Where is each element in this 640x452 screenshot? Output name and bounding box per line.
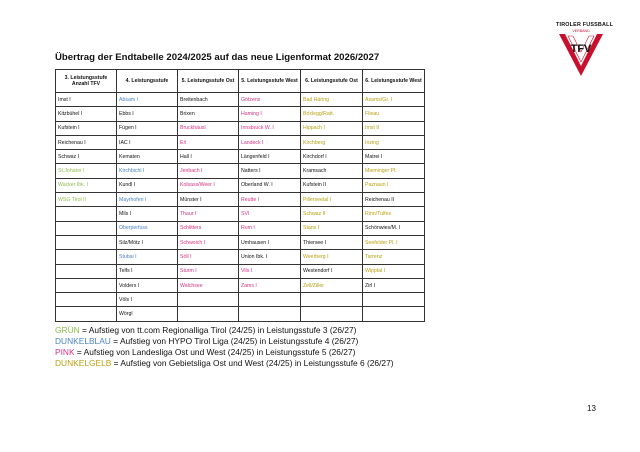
- page-number: 13: [587, 404, 596, 413]
- logo-subtitle: VERBAND: [572, 29, 590, 33]
- team-cell: Weerberg I: [301, 250, 363, 264]
- team-cell: Schwaz II: [301, 207, 363, 221]
- team-cell: Breitenbach: [178, 93, 239, 107]
- team-cell: [56, 221, 117, 235]
- team-cell: Stans I: [301, 221, 363, 235]
- team-cell: Seefelder Pl. I: [363, 235, 425, 249]
- team-cell: Paznaun I: [363, 178, 425, 192]
- team-cell: Zirl I: [363, 278, 425, 292]
- team-cell: Völs I: [117, 293, 178, 307]
- team-cell: Reichenau I: [56, 135, 117, 149]
- team-cell: Kufstein II: [301, 178, 363, 192]
- team-cell: Schlitters: [178, 221, 239, 235]
- team-cell: Zams I: [239, 278, 301, 292]
- legend-color-key: PINK: [55, 347, 75, 357]
- team-cell: Union Ibk. I: [239, 250, 301, 264]
- logo-badge: TFV: [570, 43, 592, 55]
- team-cell: Vils I: [239, 264, 301, 278]
- team-cell: Reichenau II: [363, 193, 425, 207]
- team-cell: Hippach I: [301, 121, 363, 135]
- team-cell: St.Johann I: [56, 164, 117, 178]
- team-cell: Oberland W. I: [239, 178, 301, 192]
- team-cell: Erl: [178, 135, 239, 149]
- team-cell: [56, 278, 117, 292]
- team-cell: Brixlegg/Ratt.: [301, 107, 363, 121]
- legend-item: [55, 347, 394, 358]
- team-cell: [301, 293, 363, 307]
- team-cell: Kufstein I: [56, 121, 117, 135]
- team-cell: Inzing: [363, 135, 425, 149]
- legend-item: [55, 325, 394, 336]
- table-row: [56, 93, 425, 107]
- team-cell: Thaur I: [178, 207, 239, 221]
- team-cell: [301, 307, 363, 321]
- team-cell: Jenbach I: [178, 164, 239, 178]
- team-cell: [239, 293, 301, 307]
- team-cell: Axams/Gr. I: [363, 93, 425, 107]
- table-row: [56, 250, 425, 264]
- team-cell: Kolsass/Weer I: [178, 178, 239, 192]
- column-header: 6. Leistungsstufe Ost: [301, 70, 363, 93]
- table-row: [56, 293, 425, 307]
- team-cell: Haming I: [239, 107, 301, 121]
- team-cell: Sturm I: [178, 264, 239, 278]
- team-cell: Bruckhäusl: [178, 121, 239, 135]
- legend-item: [55, 336, 394, 347]
- team-cell: [178, 307, 239, 321]
- team-cell: Kirchdorf I: [301, 150, 363, 164]
- team-cell: Innsbruck W. I: [239, 121, 301, 135]
- team-cell: [56, 250, 117, 264]
- team-cell: IAC I: [117, 135, 178, 149]
- table-row: [56, 221, 425, 235]
- team-cell: Rum I: [239, 221, 301, 235]
- team-cell: WSG Tirol II: [56, 193, 117, 207]
- team-cell: Schönwies/M. I: [363, 221, 425, 235]
- team-cell: [56, 207, 117, 221]
- table-row: [56, 278, 425, 292]
- team-cell: [56, 264, 117, 278]
- league-table: [55, 69, 425, 322]
- team-cell: Wacker Ibk. I: [56, 178, 117, 192]
- page-title: Übertrag der Endtabelle 2024/2025 auf das neue Ligenformat 2026/2027: [55, 52, 380, 63]
- team-cell: Götzens: [239, 93, 301, 107]
- team-cell: Westendorf I: [301, 264, 363, 278]
- team-cell: Zell/Ziller: [301, 278, 363, 292]
- team-cell: Flieau: [363, 107, 425, 121]
- team-cell: [56, 307, 117, 321]
- eagle-emblem-icon: [556, 32, 606, 82]
- legend-description: = Aufstieg von HYPO Tirol Liga (24/25) in Leistungsstufe 4 (26/27): [110, 336, 359, 346]
- team-cell: Münster I: [178, 193, 239, 207]
- table-row: [56, 207, 425, 221]
- team-cell: Wipptal I: [363, 264, 425, 278]
- team-cell: Stubai I: [117, 250, 178, 264]
- legend-item: [55, 358, 394, 369]
- team-cell: Ebbs I: [117, 107, 178, 121]
- team-cell: Volders I: [117, 278, 178, 292]
- team-cell: Imst II: [363, 121, 425, 135]
- team-cell: Kirchberg: [301, 135, 363, 149]
- column-header: 3. Leistungsstufe Anzahl TFV: [56, 70, 117, 93]
- team-cell: Längenfeld I: [239, 150, 301, 164]
- team-cell: [363, 293, 425, 307]
- team-cell: [56, 235, 117, 249]
- table-row: [56, 307, 425, 321]
- table-header-row: [56, 70, 425, 93]
- team-cell: [178, 293, 239, 307]
- team-cell: Kitzbühel I: [56, 107, 117, 121]
- team-cell: Mayrhofen I: [117, 193, 178, 207]
- team-cell: Umhausen I: [239, 235, 301, 249]
- legend-color-key: DUNKELBLAU: [55, 336, 111, 346]
- legend-color-key: GRÜN: [55, 325, 80, 335]
- table-row: [56, 107, 425, 121]
- table-row: [56, 121, 425, 135]
- team-cell: Bad Häring: [301, 93, 363, 107]
- logo-title: TIROLER FUSSBALL: [556, 22, 614, 28]
- legend-description: = Aufstieg von tt.com Regionalliga Tirol (24/25) in Leistungsstufe 3 (26/27): [79, 325, 357, 335]
- team-cell: Kramsach: [301, 164, 363, 178]
- team-cell: Pillerseetal I: [301, 193, 363, 207]
- team-cell: Kirchbichl I: [117, 164, 178, 178]
- team-cell: SVI: [239, 207, 301, 221]
- tfv-logo: [556, 22, 614, 82]
- team-cell: Wörgl: [117, 307, 178, 321]
- team-cell: Kundl I: [117, 178, 178, 192]
- legend-color-key: DUNKELGELB: [55, 358, 112, 368]
- team-cell: [56, 293, 117, 307]
- team-cell: Natters I: [239, 164, 301, 178]
- table-row: [56, 150, 425, 164]
- table-row: [56, 164, 425, 178]
- team-cell: Rinn/Tulfes: [363, 207, 425, 221]
- team-cell: [239, 307, 301, 321]
- team-cell: Walchsee: [178, 278, 239, 292]
- column-header: 5. Leistungsstufe Ost: [178, 70, 239, 93]
- team-cell: Fügen I: [117, 121, 178, 135]
- team-cell: Landeck I: [239, 135, 301, 149]
- team-cell: Thiersee I: [301, 235, 363, 249]
- team-cell: Tarrenz: [363, 250, 425, 264]
- table-row: [56, 235, 425, 249]
- team-cell: Oberperfuss: [117, 221, 178, 235]
- team-cell: Hall I: [178, 150, 239, 164]
- table-body: [56, 93, 425, 322]
- table-row: [56, 178, 425, 192]
- legend-description: = Aufstieg von Landesliga Ost und West (24/25) in Leistungsstufe 5 (26/27): [74, 347, 356, 357]
- team-cell: Absam I: [117, 93, 178, 107]
- team-cell: Kematen: [117, 150, 178, 164]
- team-cell: Mils I: [117, 207, 178, 221]
- column-header: 5. Leistungsstufe West: [239, 70, 301, 93]
- team-cell: Telfs I: [117, 264, 178, 278]
- team-cell: Silz/Mötz I: [117, 235, 178, 249]
- column-header: 4. Leistungsstufe: [117, 70, 178, 93]
- team-cell: Schwaz I: [56, 150, 117, 164]
- team-cell: Brixen: [178, 107, 239, 121]
- team-cell: [363, 307, 425, 321]
- team-cell: Schwoich I: [178, 235, 239, 249]
- team-cell: Matrei I: [363, 150, 425, 164]
- team-cell: Mieminger Pl.: [363, 164, 425, 178]
- legend-description: = Aufstieg von Gebietsliga Ost und West (24/25) in Leistungsstufe 6 (26/27): [111, 358, 394, 368]
- column-header: 6. Leistungsstufe West: [363, 70, 425, 93]
- table-row: [56, 135, 425, 149]
- table-row: [56, 193, 425, 207]
- team-cell: Reutte I: [239, 193, 301, 207]
- team-cell: Imst I: [56, 93, 117, 107]
- color-legend: [55, 325, 394, 369]
- team-cell: Söll I: [178, 250, 239, 264]
- table-row: [56, 264, 425, 278]
